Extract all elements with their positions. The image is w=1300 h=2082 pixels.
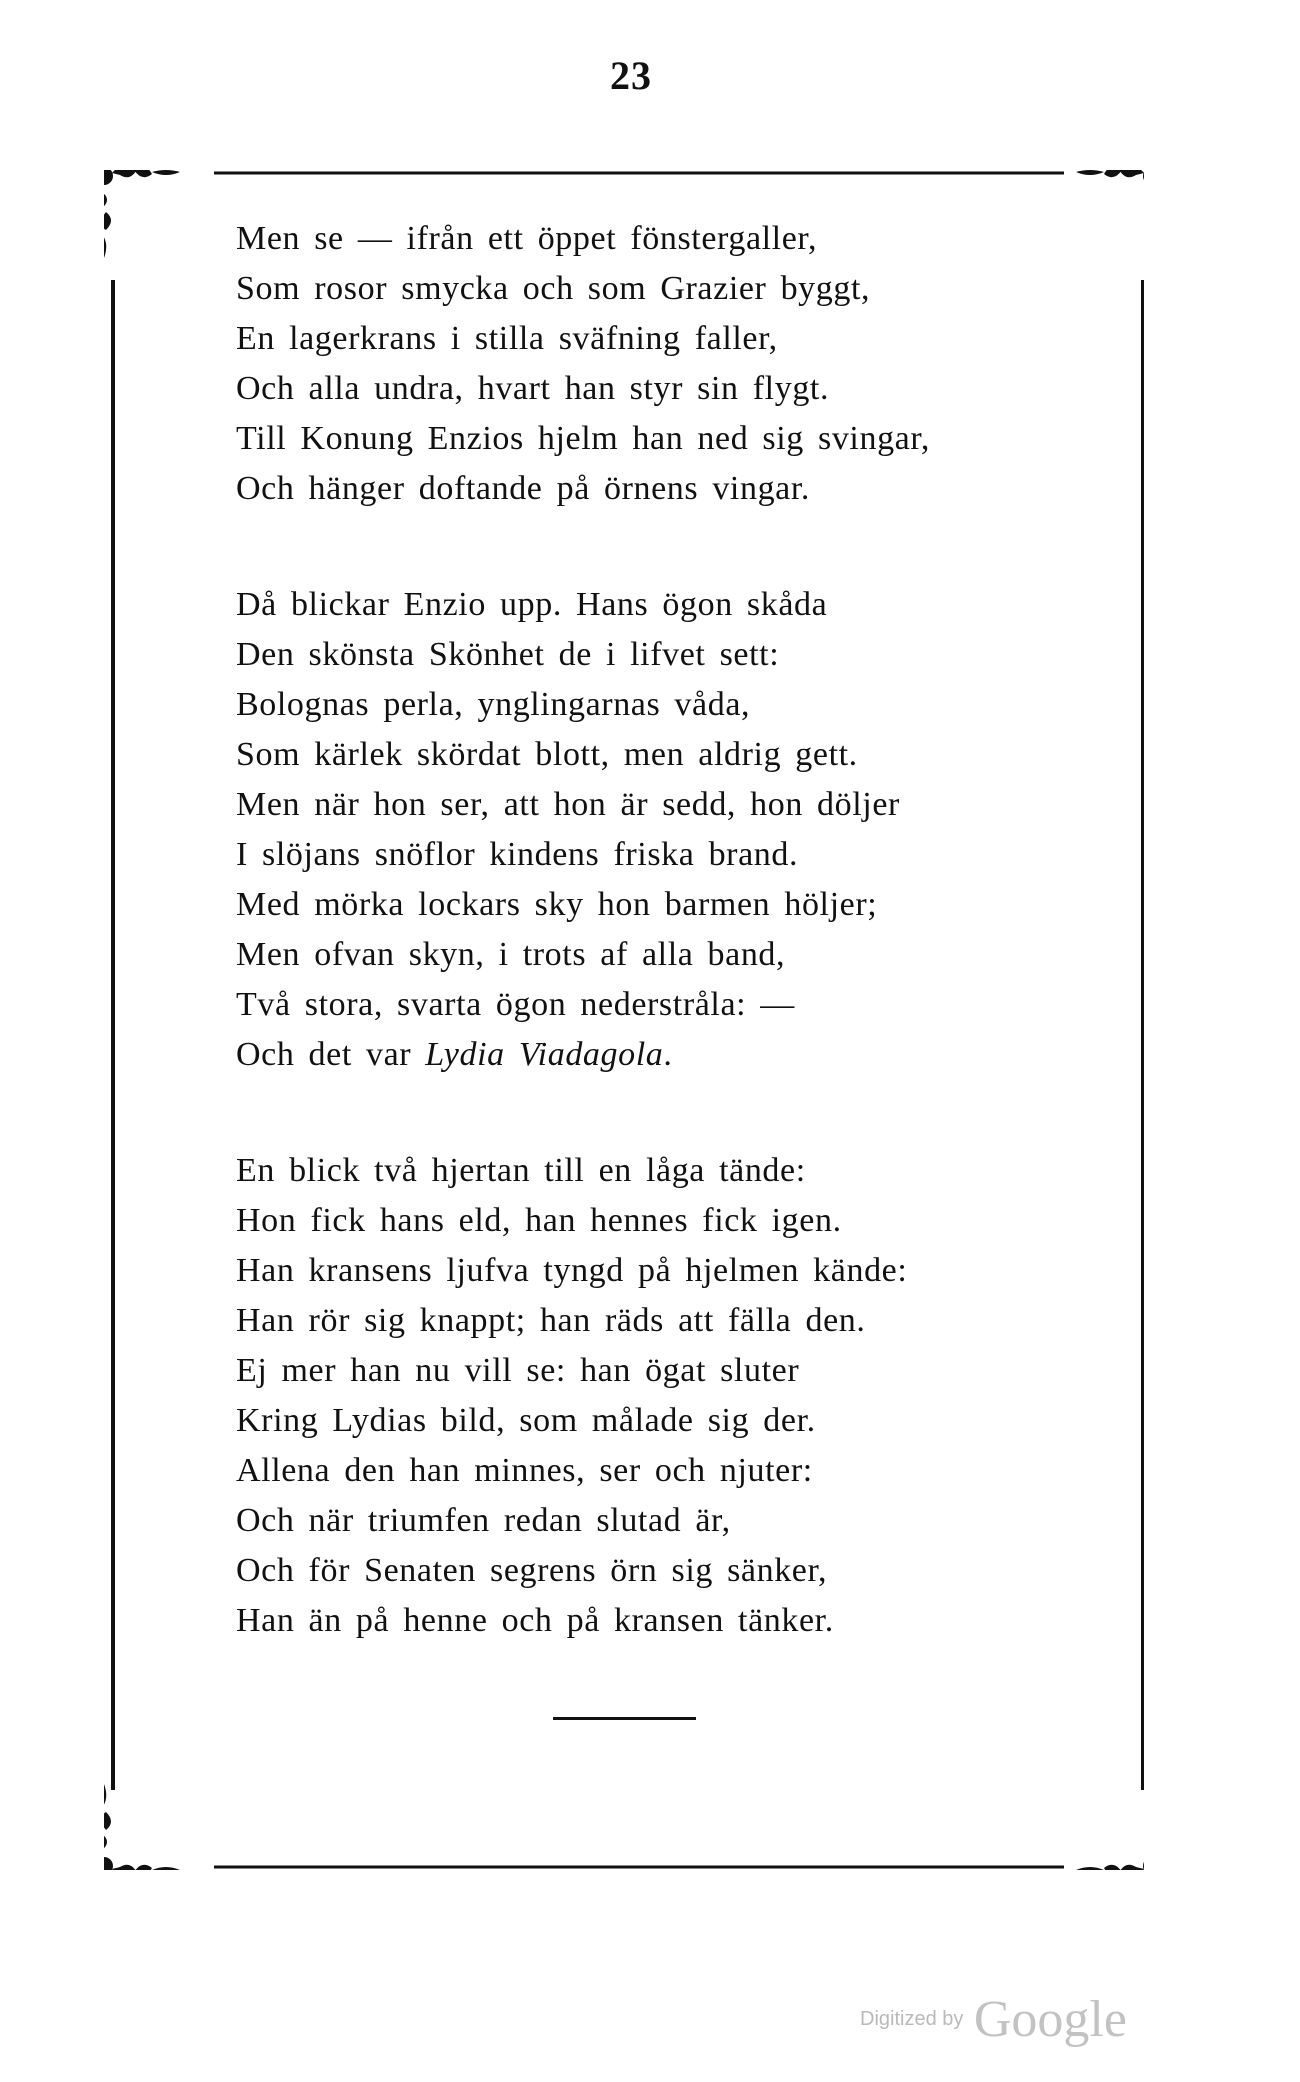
verse-line: En lagerkrans i stilla sväfning faller, <box>236 320 778 357</box>
stanza-3 <box>236 1146 1116 1646</box>
verse-line-with-name <box>236 1030 1116 1080</box>
verse-line: Ej mer han nu vill se: han ögat sluter <box>236 1352 800 1389</box>
verse-line: Men ofvan skyn, i trots af alla band, <box>236 936 786 973</box>
verse-line: Och för Senaten segrens örn sig sänker, <box>236 1552 828 1589</box>
verse-line: Och när triumfen redan slutad är, <box>236 1502 731 1539</box>
italic-name: Lydia Viadagola <box>425 1036 664 1073</box>
verse-line-suffix: . <box>663 1036 673 1073</box>
stanza-1 <box>236 214 1116 514</box>
verse-line: Men se — ifrån ett öppet fönstergaller, <box>236 220 818 257</box>
verse-line: Med mörka lockars sky hon barmen höljer; <box>236 886 878 923</box>
verse-line: Han än på henne och på kransen tänker. <box>236 1602 834 1639</box>
verse-line: Då blickar Enzio upp. Hans ögon skåda <box>236 586 828 623</box>
google-logo: Google <box>973 1991 1127 2048</box>
verse-line: Hon fick hans eld, han hennes fick igen. <box>236 1202 842 1239</box>
verse-line: Han kransens ljufva tyngd på hjelmen kände: <box>236 1252 908 1289</box>
google-watermark <box>860 1990 1127 2049</box>
verse-line: Han rör sig knappt; han räds att fälla den. <box>236 1302 866 1339</box>
verse-line: Och hänger doftande på örnens vingar. <box>236 470 811 507</box>
verse-line: Som rosor smycka och som Grazier byggt, <box>236 270 871 307</box>
verse-line-prefix: Och det var <box>236 1036 426 1073</box>
watermark-prefix: Digitized by <box>860 2008 964 2030</box>
verse-line: Den skönsta Skönhet de i lifvet sett: <box>236 636 780 673</box>
verse-line: Och alla undra, hvart han styr sin flygt. <box>236 370 830 407</box>
verse-line: Kring Lydias bild, som målade sig der. <box>236 1402 816 1439</box>
verse-line: I slöjans snöflor kindens friska brand. <box>236 836 799 873</box>
verse-line: Bolognas perla, ynglingarnas våda, <box>236 686 751 723</box>
verse-line: Som kärlek skördat blott, men aldrig gett. <box>236 736 858 773</box>
page-number: 23 <box>610 53 652 98</box>
verse-line: Allena den han minnes, ser och njuter: <box>236 1452 813 1489</box>
verse-line: Två stora, svarta ögon nederstråla: — <box>236 986 795 1023</box>
stanza-2 <box>236 580 1116 1080</box>
end-divider <box>553 1717 696 1720</box>
verse-line: Men när hon ser, att hon är sedd, hon döljer <box>236 786 900 823</box>
verse-line: Till Konung Enzios hjelm han ned sig svingar, <box>236 420 931 457</box>
verse-line: En blick två hjertan till en låga tände: <box>236 1152 806 1189</box>
